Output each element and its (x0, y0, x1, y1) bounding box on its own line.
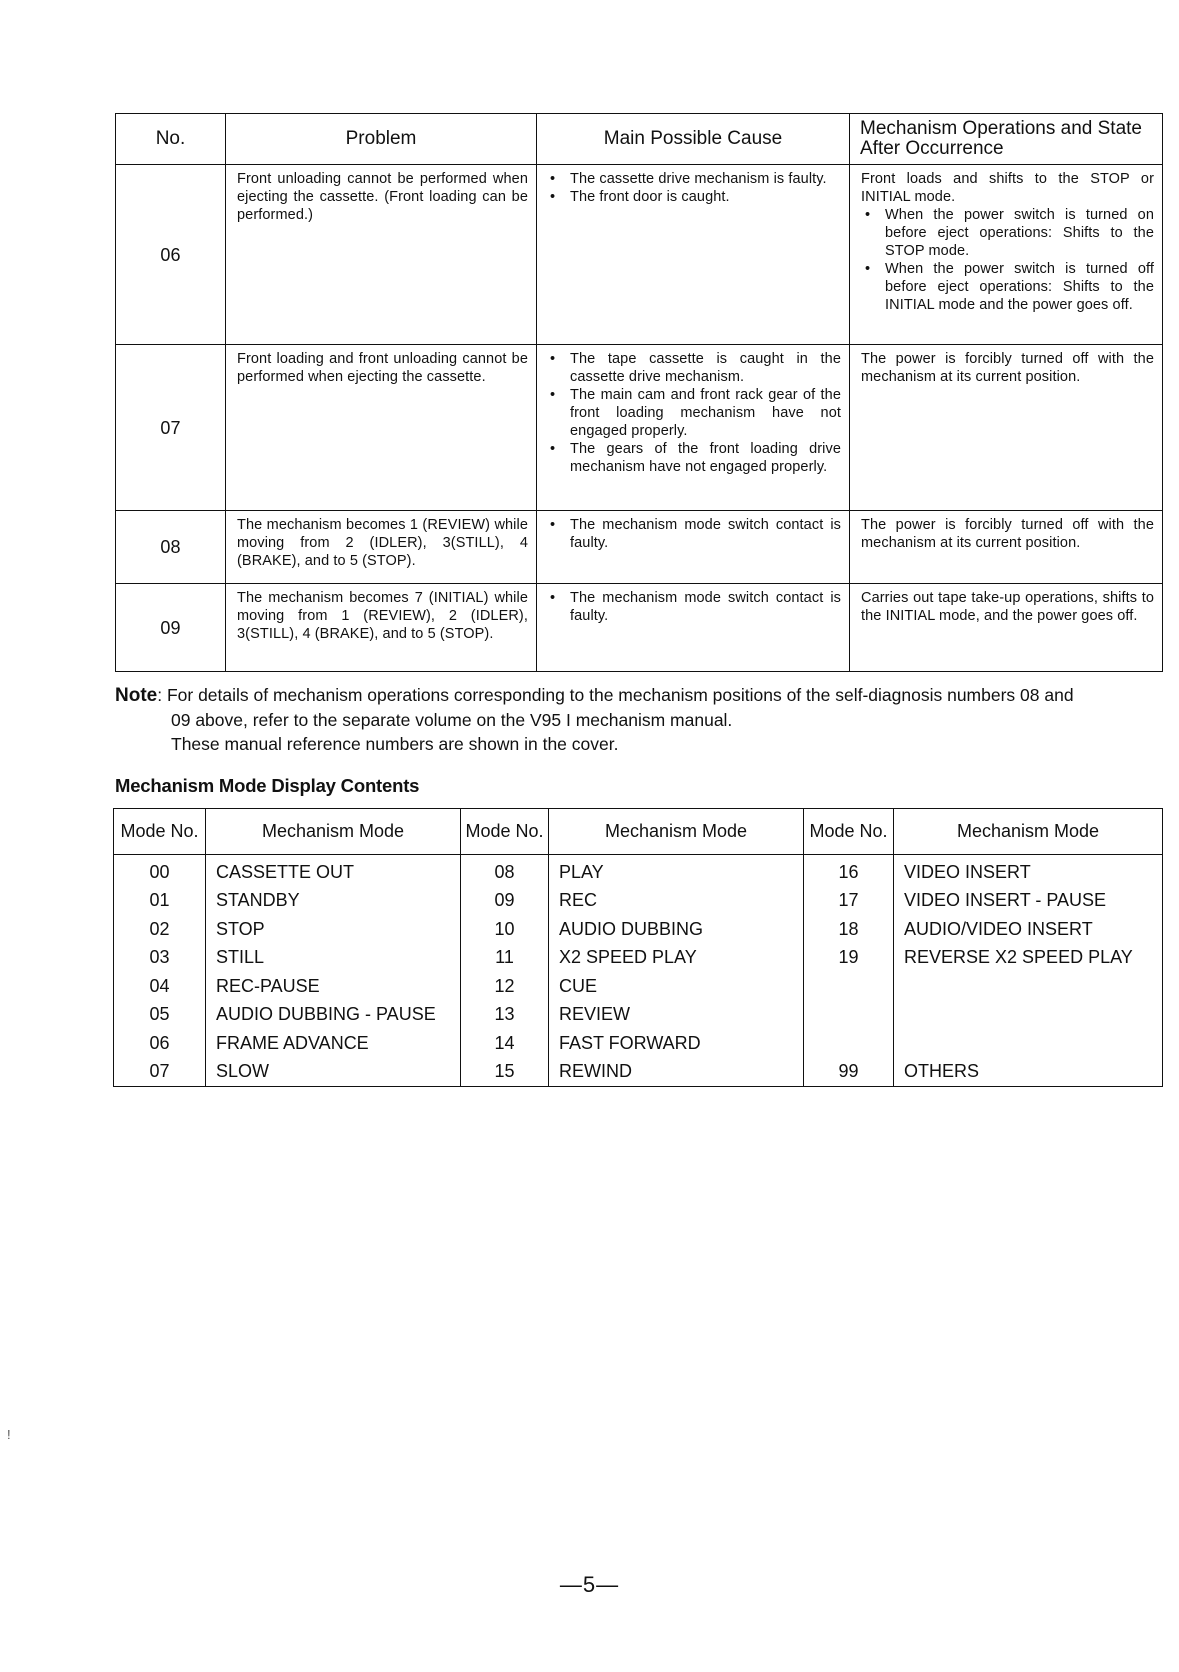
mode-number-cell: 08 (461, 855, 549, 887)
problem-cell: Front unloading cannot be performed when ejecting the cassette. (Front loading can be performed.) (226, 165, 537, 345)
mode-number-cell: 04 (114, 972, 206, 1001)
mechanism-mode-cell: OTHERS (894, 1058, 1163, 1087)
mechanism-mode-cell: FRAME ADVANCE (206, 1029, 461, 1058)
row-number: 06 (116, 165, 226, 345)
table-row (116, 584, 1163, 672)
mode-number-cell (804, 1001, 894, 1030)
mode-number-cell: 09 (461, 887, 549, 916)
mechanism-mode-cell: STILL (206, 944, 461, 973)
header-problem: Problem (226, 114, 537, 165)
mechanism-mode-cell: STOP (206, 915, 461, 944)
mechanism-mode-cell: SLOW (206, 1058, 461, 1087)
mechanism-mode-cell: CUE (549, 972, 804, 1001)
mechanism-text: Front loads and shifts to the STOP or INITIAL mode. (861, 171, 1154, 205)
header-mechanism: Mechanism Operations and State After Occurrence (850, 114, 1163, 165)
section-heading: Mechanism Mode Display Contents (115, 775, 420, 796)
mechanism-mode-cell: REVIEW (549, 1001, 804, 1030)
mechanism-mode-cell (894, 972, 1163, 1001)
mode-number-cell: 19 (804, 944, 894, 973)
mechanism-mode-cell: X2 SPEED PLAY (549, 944, 804, 973)
mechanism-item: • When the power switch is turned off before eject operations: Shifts to the INITIAL mode and the power goes off. (861, 260, 1154, 314)
mode-number-cell (804, 1029, 894, 1058)
edge-mark: ! (7, 1427, 11, 1442)
problem-cell: The mechanism becomes 7 (INITIAL) while moving from 1 (REVIEW), 2 (IDLER), 3(STILL), 4 (BRAKE), and to 5 (STOP). (226, 584, 537, 672)
mode-number-cell: 13 (461, 1001, 549, 1030)
header-mechanism-mode: Mechanism Mode (549, 809, 804, 855)
note-line-3: These manual reference numbers are shown in the cover. (171, 734, 619, 754)
mechanism-mode-cell: FAST FORWARD (549, 1029, 804, 1058)
table-row (114, 1001, 1163, 1030)
header-mode-no: Mode No. (114, 809, 206, 855)
note-line-1 (115, 683, 1165, 708)
note-line-2: 09 above, refer to the separate volume on the V95 I mechanism manual. (171, 710, 733, 730)
mechanism-cell: The power is forcibly turned off with the mechanism at its current position. (850, 345, 1163, 511)
table-row (114, 887, 1163, 916)
cause-item: • The front door is caught. (548, 188, 841, 206)
cause-item: • The gears of the front loading drive mechanism have not engaged properly. (548, 440, 841, 476)
header-cause: Main Possible Cause (537, 114, 850, 165)
mode-number-cell (804, 972, 894, 1001)
mode-table (113, 808, 1163, 1087)
row-number: 08 (116, 511, 226, 584)
mechanism-mode-cell: AUDIO DUBBING - PAUSE (206, 1001, 461, 1030)
mechanism-mode-cell: REWIND (549, 1058, 804, 1087)
page-number: —5— (559, 1572, 620, 1597)
mode-number-cell: 11 (461, 944, 549, 973)
cause-cell (537, 165, 850, 345)
table-row (114, 855, 1163, 887)
mechanism-mode-cell: PLAY (549, 855, 804, 887)
problem-cell: The mechanism becomes 1 (REVIEW) while moving from 2 (IDLER), 3(STILL), 4 (BRAKE), and to 5 (STOP). (226, 511, 537, 584)
mode-number-cell: 15 (461, 1058, 549, 1087)
mode-number-cell: 10 (461, 915, 549, 944)
mechanism-cell: The power is forcibly turned off with the mechanism at its current position. (850, 511, 1163, 584)
mode-table-body (114, 855, 1163, 1087)
cause-cell (537, 584, 850, 672)
mode-number-cell: 03 (114, 944, 206, 973)
table-row (114, 944, 1163, 973)
header-mode-no: Mode No. (461, 809, 549, 855)
mechanism-item: • When the power switch is turned on before eject operations: Shifts to the STOP mode. (861, 206, 1154, 260)
note-text-1: : For details of mechanism operations corresponding to the mechanism positions of the self-diagnosis numbers 08 and (157, 685, 1074, 705)
table-row (116, 165, 1163, 345)
mode-number-cell: 01 (114, 887, 206, 916)
note-paragraph (115, 683, 1165, 756)
mechanism-mode-cell: VIDEO INSERT (894, 855, 1163, 887)
mechanism-cell (850, 165, 1163, 345)
mode-number-cell: 18 (804, 915, 894, 944)
mode-number-cell: 07 (114, 1058, 206, 1087)
table-row (114, 1029, 1163, 1058)
table-row (114, 1058, 1163, 1087)
mechanism-mode-cell: CASSETTE OUT (206, 855, 461, 887)
header-no: No. (116, 114, 226, 165)
mechanism-mode-cell: REVERSE X2 SPEED PLAY (894, 944, 1163, 973)
mechanism-mode-cell: STANDBY (206, 887, 461, 916)
header-mechanism-mode: Mechanism Mode (894, 809, 1163, 855)
mode-number-cell: 14 (461, 1029, 549, 1058)
cause-item: • The mechanism mode switch contact is faulty. (548, 516, 841, 552)
mechanism-mode-cell: REC-PAUSE (206, 972, 461, 1001)
table-row (116, 511, 1163, 584)
mechanism-mode-cell: REC (549, 887, 804, 916)
mode-number-cell: 17 (804, 887, 894, 916)
cause-item: • The mechanism mode switch contact is faulty. (548, 589, 841, 625)
table-row (114, 915, 1163, 944)
mode-number-cell: 12 (461, 972, 549, 1001)
table-row (114, 972, 1163, 1001)
mechanism-mode-cell: AUDIO DUBBING (549, 915, 804, 944)
mode-header-row (114, 809, 1163, 855)
diagnosis-header-row (116, 114, 1163, 165)
diagnosis-table (115, 113, 1163, 672)
problem-cell: Front loading and front unloading cannot be performed when ejecting the cassette. (226, 345, 537, 511)
mode-number-cell: 99 (804, 1058, 894, 1087)
mechanism-cell: Carries out tape take-up operations, shifts to the INITIAL mode, and the power goes off. (850, 584, 1163, 672)
mechanism-mode-cell (894, 1029, 1163, 1058)
cause-item: • The main cam and front rack gear of the front loading mechanism have not engaged properly. (548, 386, 841, 440)
mode-number-cell: 05 (114, 1001, 206, 1030)
mode-number-cell: 16 (804, 855, 894, 887)
mechanism-mode-cell: AUDIO/VIDEO INSERT (894, 915, 1163, 944)
row-number: 09 (116, 584, 226, 672)
row-number: 07 (116, 345, 226, 511)
header-mode-no: Mode No. (804, 809, 894, 855)
header-mechanism-mode: Mechanism Mode (206, 809, 461, 855)
cause-item: • The cassette drive mechanism is faulty. (548, 170, 841, 188)
cause-cell (537, 511, 850, 584)
mode-number-cell: 00 (114, 855, 206, 887)
mode-number-cell: 06 (114, 1029, 206, 1058)
cause-item: • The tape cassette is caught in the cassette drive mechanism. (548, 350, 841, 386)
table-row (116, 345, 1163, 511)
mechanism-mode-cell (894, 1001, 1163, 1030)
note-label: Note (115, 685, 158, 706)
mode-number-cell: 02 (114, 915, 206, 944)
cause-cell (537, 345, 850, 511)
mechanism-mode-cell: VIDEO INSERT - PAUSE (894, 887, 1163, 916)
